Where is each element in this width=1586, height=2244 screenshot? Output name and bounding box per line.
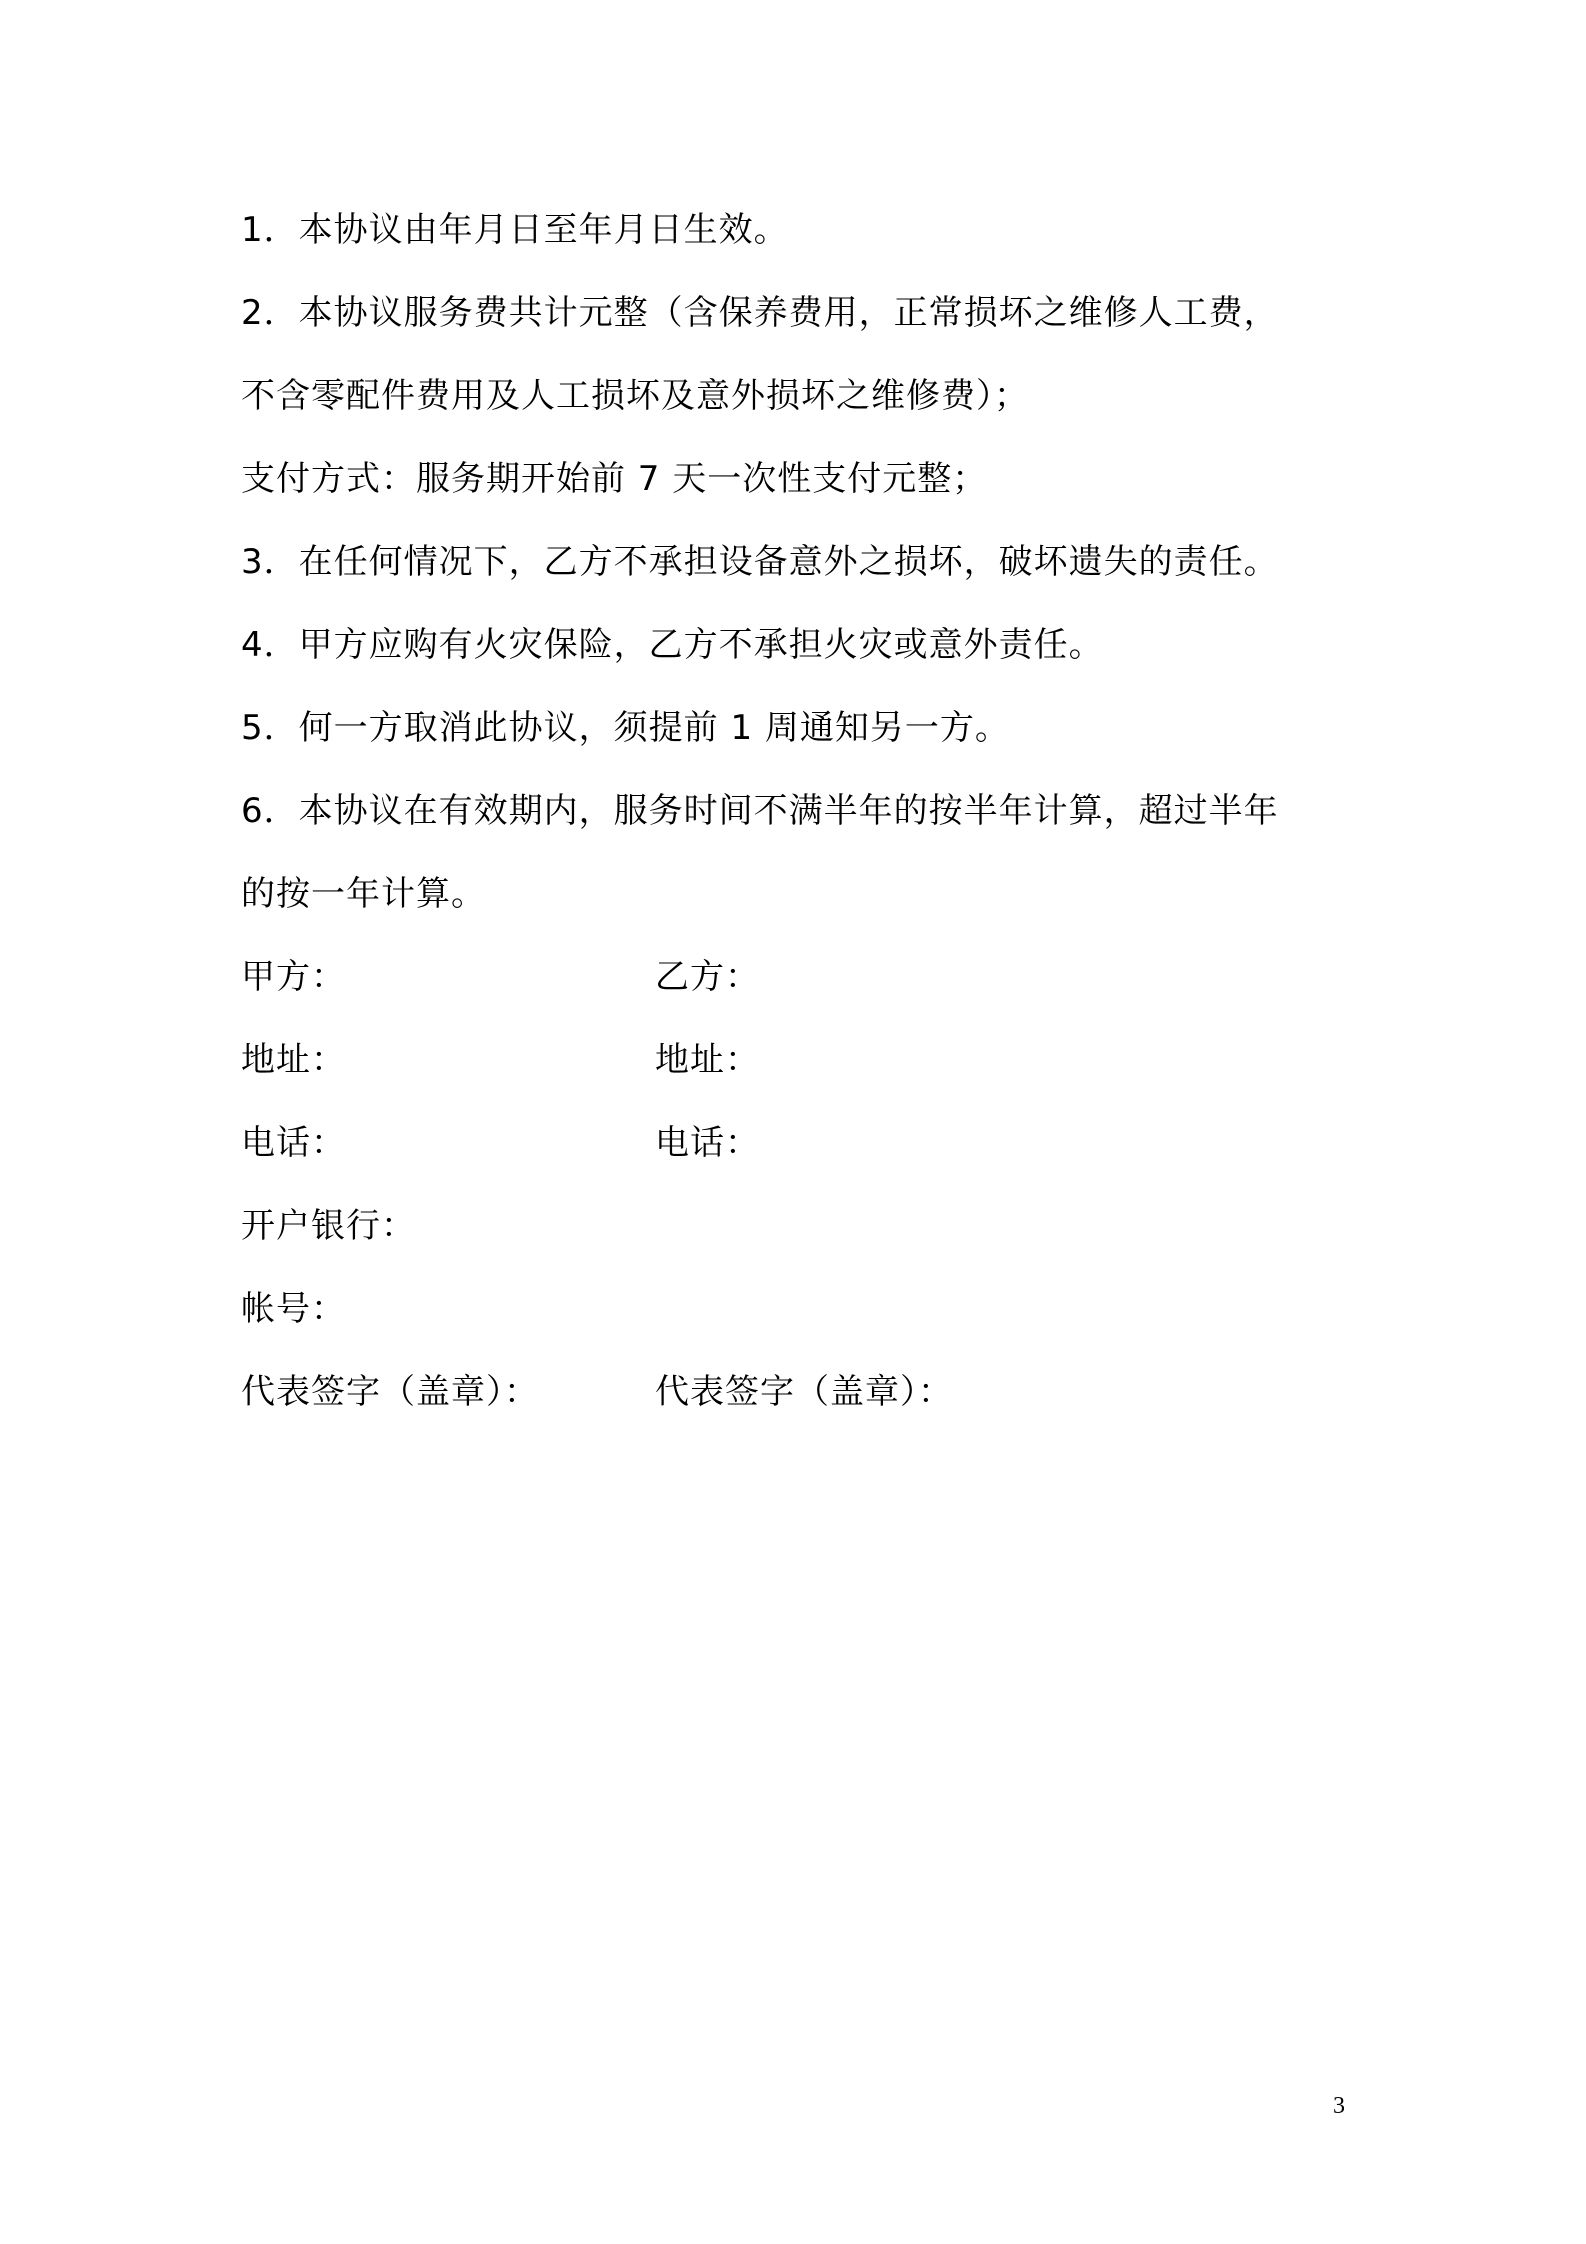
- clause-4: 4．甲方应购有火灾保险，乙方不承担火灾或意外责任。: [241, 625, 1104, 665]
- clause-6: 6．本协议在有效期内，服务时间不满半年的按半年计算，超过半年: [241, 791, 1279, 831]
- clause-2: 2．本协议服务费共计元整（含保养费用，正常损坏之维修人工费，: [241, 293, 1279, 333]
- page-number: 3: [1333, 2093, 1345, 2119]
- clause-3: 3．在任何情况下，乙方不承担设备意外之损坏，破坏遗失的责任。: [241, 542, 1279, 582]
- rep-sign-a-label: 代表签字（盖章）：: [241, 1372, 539, 1412]
- party-b-label: 乙方：: [655, 957, 760, 997]
- phone-b-label: 电话：: [655, 1123, 760, 1163]
- clause-1: 1．本协议由年月日至年月日生效。: [241, 210, 789, 250]
- rep-sign-b-label: 代表签字（盖章）：: [655, 1372, 953, 1412]
- clause-2-continued: 不含零配件费用及人工损坏及意外损坏之维修费）；: [241, 376, 1029, 416]
- party-a-label: 甲方：: [241, 957, 346, 997]
- bank-label: 开户银行：: [241, 1206, 416, 1246]
- clause-5: 5．何一方取消此协议，须提前 1 周通知另一方。: [241, 708, 1010, 748]
- clause-6-continued: 的按一年计算。: [241, 874, 486, 914]
- phone-a-label: 电话：: [241, 1123, 346, 1163]
- address-a-label: 地址：: [241, 1040, 346, 1080]
- payment-method: 支付方式：服务期开始前 7 天一次性支付元整；: [241, 459, 988, 499]
- account-label: 帐号：: [241, 1289, 346, 1329]
- address-b-label: 地址：: [655, 1040, 760, 1080]
